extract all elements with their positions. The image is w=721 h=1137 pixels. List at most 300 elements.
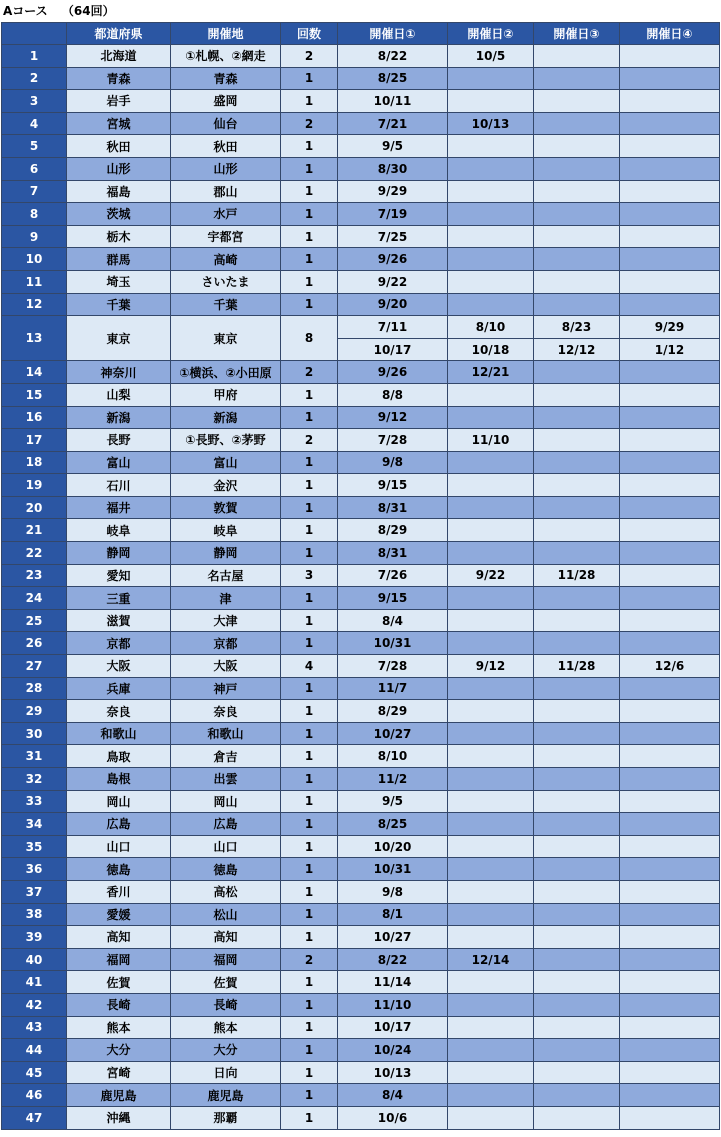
- table-row: [2, 248, 720, 271]
- venue-cell: 岡山: [171, 790, 281, 813]
- date-cell-4: [620, 474, 720, 497]
- table-row: [2, 993, 720, 1016]
- times-cell: 1: [281, 90, 338, 113]
- row-number: 23: [2, 564, 67, 587]
- date-cell-3: [534, 135, 620, 158]
- date-cell-3: [534, 1039, 620, 1062]
- times-cell: 1: [281, 406, 338, 429]
- date-cell-2: [448, 745, 534, 768]
- date-cell-3: [534, 993, 620, 1016]
- prefecture-cell: 宮城: [67, 112, 171, 135]
- prefecture-cell: 長野: [67, 429, 171, 452]
- date-cell-2: 10/18: [448, 338, 534, 361]
- times-cell: 1: [281, 1039, 338, 1062]
- date-cell-2: [448, 135, 534, 158]
- date-cell-2: [448, 813, 534, 836]
- prefecture-cell: 山梨: [67, 383, 171, 406]
- date-cell-3: [534, 496, 620, 519]
- date-cell-2: 9/12: [448, 655, 534, 678]
- row-number: 31: [2, 745, 67, 768]
- table-row: [2, 948, 720, 971]
- date-cell-2: [448, 225, 534, 248]
- table-row: [2, 677, 720, 700]
- row-number: 4: [2, 112, 67, 135]
- date-cell-4: [620, 1084, 720, 1107]
- prefecture-cell: 福岡: [67, 948, 171, 971]
- date-cell-4: [620, 993, 720, 1016]
- date-cell-3: [534, 406, 620, 429]
- date-cell-4: [620, 90, 720, 113]
- table-row: [2, 67, 720, 90]
- venue-cell: 高崎: [171, 248, 281, 271]
- times-cell: 1: [281, 722, 338, 745]
- prefecture-cell: 熊本: [67, 1016, 171, 1039]
- date-cell-4: [620, 587, 720, 610]
- prefecture-cell: 福井: [67, 496, 171, 519]
- date-cell-3: [534, 926, 620, 949]
- times-cell: 1: [281, 293, 338, 316]
- date-cell-2: [448, 587, 534, 610]
- table-row: [2, 496, 720, 519]
- prefecture-cell: 島根: [67, 768, 171, 791]
- venue-cell: 神戸: [171, 677, 281, 700]
- date-cell-3: [534, 112, 620, 135]
- prefecture-cell: 神奈川: [67, 361, 171, 384]
- table-row: [2, 632, 720, 655]
- row-number: 16: [2, 406, 67, 429]
- date-cell-3: 11/28: [534, 655, 620, 678]
- prefecture-cell: 兵庫: [67, 677, 171, 700]
- date-cell-2: [448, 768, 534, 791]
- row-number: 7: [2, 180, 67, 203]
- row-number: 25: [2, 609, 67, 632]
- venue-cell: 津: [171, 587, 281, 610]
- row-number: 34: [2, 813, 67, 836]
- date-cell-3: [534, 790, 620, 813]
- table-row: [2, 745, 720, 768]
- table-row: [2, 835, 720, 858]
- date-cell-3: [534, 270, 620, 293]
- row-number: 17: [2, 429, 67, 452]
- prefecture-cell: 奈良: [67, 700, 171, 723]
- date-cell-4: [620, 632, 720, 655]
- date-cell-4: [620, 157, 720, 180]
- table-row: [2, 655, 720, 678]
- prefecture-cell: 高知: [67, 926, 171, 949]
- venue-cell: ①札幌、②網走: [171, 45, 281, 68]
- times-cell: 1: [281, 609, 338, 632]
- prefecture-cell: 広島: [67, 813, 171, 836]
- row-number: 30: [2, 722, 67, 745]
- date-cell-4: [620, 203, 720, 226]
- row-number: 47: [2, 1106, 67, 1129]
- table-row: [2, 180, 720, 203]
- date-cell-2: [448, 609, 534, 632]
- date-cell-1: 9/5: [338, 135, 448, 158]
- prefecture-cell: 滋賀: [67, 609, 171, 632]
- row-number: 1: [2, 45, 67, 68]
- date-cell-3: [534, 203, 620, 226]
- times-cell: 1: [281, 157, 338, 180]
- times-cell: 1: [281, 677, 338, 700]
- date-cell-4: [620, 880, 720, 903]
- date-cell-4: [620, 858, 720, 881]
- table-row: [2, 564, 720, 587]
- date-cell-3: [534, 1016, 620, 1039]
- times-cell: 1: [281, 180, 338, 203]
- date-cell-2: [448, 1084, 534, 1107]
- row-number: 36: [2, 858, 67, 881]
- row-number: 12: [2, 293, 67, 316]
- venue-cell: 倉吉: [171, 745, 281, 768]
- date-cell-2: [448, 293, 534, 316]
- prefecture-cell: 大阪: [67, 655, 171, 678]
- date-cell-1: 10/17: [338, 338, 448, 361]
- venue-cell: 大阪: [171, 655, 281, 678]
- venue-cell: 秋田: [171, 135, 281, 158]
- table-row: [2, 542, 720, 565]
- date-cell-3: [534, 948, 620, 971]
- table-row: [2, 135, 720, 158]
- venue-cell: 名古屋: [171, 564, 281, 587]
- prefecture-cell: 青森: [67, 67, 171, 90]
- table-row: [2, 880, 720, 903]
- date-cell-1: 10/27: [338, 926, 448, 949]
- date-cell-3: [534, 248, 620, 271]
- times-cell: 1: [281, 835, 338, 858]
- row-number: 39: [2, 926, 67, 949]
- date-cell-4: [620, 180, 720, 203]
- date-cell-2: [448, 677, 534, 700]
- venue-cell: 静岡: [171, 542, 281, 565]
- venue-cell: 金沢: [171, 474, 281, 497]
- row-number: 43: [2, 1016, 67, 1039]
- date-cell-4: [620, 406, 720, 429]
- date-cell-4: 12/6: [620, 655, 720, 678]
- date-cell-4: [620, 1106, 720, 1129]
- table-row: [2, 926, 720, 949]
- table-row: [2, 45, 720, 68]
- prefecture-cell: 鹿児島: [67, 1084, 171, 1107]
- date-cell-2: [448, 1016, 534, 1039]
- table-row: [2, 1016, 720, 1039]
- date-cell-3: [534, 180, 620, 203]
- date-cell-3: [534, 474, 620, 497]
- date-cell-2: 11/10: [448, 429, 534, 452]
- date-cell-2: [448, 790, 534, 813]
- date-cell-1: 7/11: [338, 316, 448, 339]
- date-cell-2: [448, 926, 534, 949]
- venue-cell: 甲府: [171, 383, 281, 406]
- date-cell-1: 10/17: [338, 1016, 448, 1039]
- row-number: 46: [2, 1084, 67, 1107]
- date-cell-1: 8/25: [338, 813, 448, 836]
- table-row: [2, 225, 720, 248]
- row-number: 40: [2, 948, 67, 971]
- prefecture-cell: 福島: [67, 180, 171, 203]
- schedule-table: [1, 22, 720, 1130]
- date-cell-1: 9/26: [338, 361, 448, 384]
- date-cell-1: 10/6: [338, 1106, 448, 1129]
- venue-cell: 佐賀: [171, 971, 281, 994]
- row-number: 14: [2, 361, 67, 384]
- date-cell-1: 10/20: [338, 835, 448, 858]
- times-cell: 3: [281, 564, 338, 587]
- date-cell-4: [620, 361, 720, 384]
- row-number: 35: [2, 835, 67, 858]
- date-cell-2: [448, 1061, 534, 1084]
- date-cell-1: 10/27: [338, 722, 448, 745]
- date-cell-4: [620, 67, 720, 90]
- row-number: 5: [2, 135, 67, 158]
- times-cell: 1: [281, 451, 338, 474]
- date-cell-1: 7/21: [338, 112, 448, 135]
- header-row: [2, 23, 720, 45]
- date-cell-3: [534, 1084, 620, 1107]
- page-caption: [0, 0, 721, 22]
- venue-cell: ①横浜、②小田原: [171, 361, 281, 384]
- prefecture-cell: 愛知: [67, 564, 171, 587]
- date-cell-1: 7/26: [338, 564, 448, 587]
- table-row: [2, 474, 720, 497]
- date-cell-2: 8/10: [448, 316, 534, 339]
- date-cell-4: [620, 971, 720, 994]
- row-number: 37: [2, 880, 67, 903]
- table-row: [2, 429, 720, 452]
- times-cell: 2: [281, 948, 338, 971]
- prefecture-cell: 東京: [67, 316, 171, 361]
- row-number: 21: [2, 519, 67, 542]
- date-cell-1: 9/8: [338, 451, 448, 474]
- date-cell-4: [620, 609, 720, 632]
- date-cell-1: 11/10: [338, 993, 448, 1016]
- date-cell-3: [534, 383, 620, 406]
- date-cell-1: 10/31: [338, 858, 448, 881]
- prefecture-cell: 茨城: [67, 203, 171, 226]
- venue-cell: 那覇: [171, 1106, 281, 1129]
- times-cell: 1: [281, 971, 338, 994]
- date-cell-4: [620, 564, 720, 587]
- date-cell-1: 7/28: [338, 429, 448, 452]
- table-row: [2, 1061, 720, 1084]
- prefecture-cell: 岐阜: [67, 519, 171, 542]
- date-cell-1: 9/15: [338, 474, 448, 497]
- date-cell-1: 8/10: [338, 745, 448, 768]
- date-cell-4: [620, 835, 720, 858]
- date-cell-2: [448, 474, 534, 497]
- prefecture-cell: 山口: [67, 835, 171, 858]
- header-times: 回数: [281, 23, 338, 45]
- venue-cell: 高松: [171, 880, 281, 903]
- times-cell: 1: [281, 768, 338, 791]
- date-cell-1: 11/2: [338, 768, 448, 791]
- venue-cell: 仙台: [171, 112, 281, 135]
- date-cell-2: [448, 248, 534, 271]
- date-cell-2: [448, 903, 534, 926]
- table-row: [2, 383, 720, 406]
- date-cell-1: 8/22: [338, 45, 448, 68]
- date-cell-4: [620, 1061, 720, 1084]
- venue-cell: 鹿児島: [171, 1084, 281, 1107]
- times-cell: 1: [281, 67, 338, 90]
- date-cell-3: [534, 67, 620, 90]
- date-cell-2: [448, 67, 534, 90]
- table-row: [2, 903, 720, 926]
- table-row: [2, 293, 720, 316]
- table-row: [2, 90, 720, 113]
- date-cell-1: 9/8: [338, 880, 448, 903]
- date-cell-2: [448, 700, 534, 723]
- row-number: 32: [2, 768, 67, 791]
- prefecture-cell: 香川: [67, 880, 171, 903]
- row-number: 38: [2, 903, 67, 926]
- date-cell-4: [620, 383, 720, 406]
- date-cell-2: [448, 496, 534, 519]
- header-date-4: 開催日④: [620, 23, 720, 45]
- date-cell-4: [620, 429, 720, 452]
- date-cell-1: 8/4: [338, 609, 448, 632]
- date-cell-3: [534, 1106, 620, 1129]
- row-number: 15: [2, 383, 67, 406]
- date-cell-1: 8/22: [338, 948, 448, 971]
- venue-cell: 徳島: [171, 858, 281, 881]
- date-cell-1: 8/31: [338, 542, 448, 565]
- table-row: [2, 451, 720, 474]
- prefecture-cell: 長崎: [67, 993, 171, 1016]
- venue-cell: 長崎: [171, 993, 281, 1016]
- date-cell-2: [448, 90, 534, 113]
- table-row: [2, 316, 720, 339]
- venue-cell: 大津: [171, 609, 281, 632]
- times-cell: 1: [281, 474, 338, 497]
- date-cell-3: [534, 971, 620, 994]
- date-cell-2: [448, 632, 534, 655]
- venue-cell: 盛岡: [171, 90, 281, 113]
- venue-cell: 宇都宮: [171, 225, 281, 248]
- date-cell-1: 9/5: [338, 790, 448, 813]
- times-cell: 2: [281, 361, 338, 384]
- times-cell: 1: [281, 745, 338, 768]
- table-row: [2, 203, 720, 226]
- venue-cell: 水戸: [171, 203, 281, 226]
- row-number: 3: [2, 90, 67, 113]
- date-cell-4: [620, 293, 720, 316]
- date-cell-4: [620, 1016, 720, 1039]
- times-cell: 1: [281, 632, 338, 655]
- date-cell-3: [534, 90, 620, 113]
- date-cell-4: [620, 745, 720, 768]
- times-cell: 1: [281, 903, 338, 926]
- date-cell-2: [448, 203, 534, 226]
- date-cell-2: 10/5: [448, 45, 534, 68]
- date-cell-3: [534, 880, 620, 903]
- date-cell-3: [534, 677, 620, 700]
- times-cell: 1: [281, 203, 338, 226]
- date-cell-4: [620, 700, 720, 723]
- prefecture-cell: 埼玉: [67, 270, 171, 293]
- times-cell: 1: [281, 542, 338, 565]
- date-cell-4: [620, 677, 720, 700]
- date-cell-3: [534, 745, 620, 768]
- date-cell-1: 9/22: [338, 270, 448, 293]
- prefecture-cell: 山形: [67, 157, 171, 180]
- date-cell-4: [620, 903, 720, 926]
- date-cell-3: [534, 1061, 620, 1084]
- venue-cell: 敦賀: [171, 496, 281, 519]
- times-cell: 1: [281, 790, 338, 813]
- row-number: 10: [2, 248, 67, 271]
- date-cell-2: [448, 835, 534, 858]
- date-cell-1: 8/4: [338, 1084, 448, 1107]
- row-number: 42: [2, 993, 67, 1016]
- times-cell: 1: [281, 858, 338, 881]
- date-cell-2: [448, 519, 534, 542]
- date-cell-2: [448, 1106, 534, 1129]
- table-row: [2, 1106, 720, 1129]
- date-cell-4: [620, 225, 720, 248]
- venue-cell: 広島: [171, 813, 281, 836]
- table-row: [2, 1084, 720, 1107]
- date-cell-2: [448, 270, 534, 293]
- date-cell-1: 10/13: [338, 1061, 448, 1084]
- table-row: [2, 112, 720, 135]
- date-cell-2: [448, 1039, 534, 1062]
- prefecture-cell: 石川: [67, 474, 171, 497]
- row-number: 19: [2, 474, 67, 497]
- table-row: [2, 700, 720, 723]
- date-cell-1: 10/31: [338, 632, 448, 655]
- date-cell-4: 9/29: [620, 316, 720, 339]
- date-cell-4: 1/12: [620, 338, 720, 361]
- header-date-3: 開催日③: [534, 23, 620, 45]
- date-cell-3: [534, 903, 620, 926]
- venue-cell: 日向: [171, 1061, 281, 1084]
- date-cell-1: 9/15: [338, 587, 448, 610]
- prefecture-cell: 岡山: [67, 790, 171, 813]
- date-cell-4: [620, 248, 720, 271]
- venue-cell: 大分: [171, 1039, 281, 1062]
- row-number: 29: [2, 700, 67, 723]
- times-cell: 1: [281, 700, 338, 723]
- date-cell-1: 11/7: [338, 677, 448, 700]
- row-number: 22: [2, 542, 67, 565]
- prefecture-cell: 栃木: [67, 225, 171, 248]
- date-cell-2: [448, 406, 534, 429]
- date-cell-2: [448, 858, 534, 881]
- date-cell-4: [620, 948, 720, 971]
- row-number: 33: [2, 790, 67, 813]
- header-date-2: 開催日②: [448, 23, 534, 45]
- times-cell: 1: [281, 1084, 338, 1107]
- times-cell: 1: [281, 1106, 338, 1129]
- times-cell: 1: [281, 993, 338, 1016]
- date-cell-2: [448, 971, 534, 994]
- times-cell: 1: [281, 813, 338, 836]
- row-number: 24: [2, 587, 67, 610]
- venue-cell: 新潟: [171, 406, 281, 429]
- prefecture-cell: 徳島: [67, 858, 171, 881]
- date-cell-2: [448, 157, 534, 180]
- venue-cell: 千葉: [171, 293, 281, 316]
- times-cell: 1: [281, 135, 338, 158]
- date-cell-1: 8/31: [338, 496, 448, 519]
- times-cell: 1: [281, 880, 338, 903]
- date-cell-2: [448, 180, 534, 203]
- date-cell-2: [448, 993, 534, 1016]
- date-cell-1: 9/12: [338, 406, 448, 429]
- prefecture-cell: 北海道: [67, 45, 171, 68]
- venue-cell: 出雲: [171, 768, 281, 791]
